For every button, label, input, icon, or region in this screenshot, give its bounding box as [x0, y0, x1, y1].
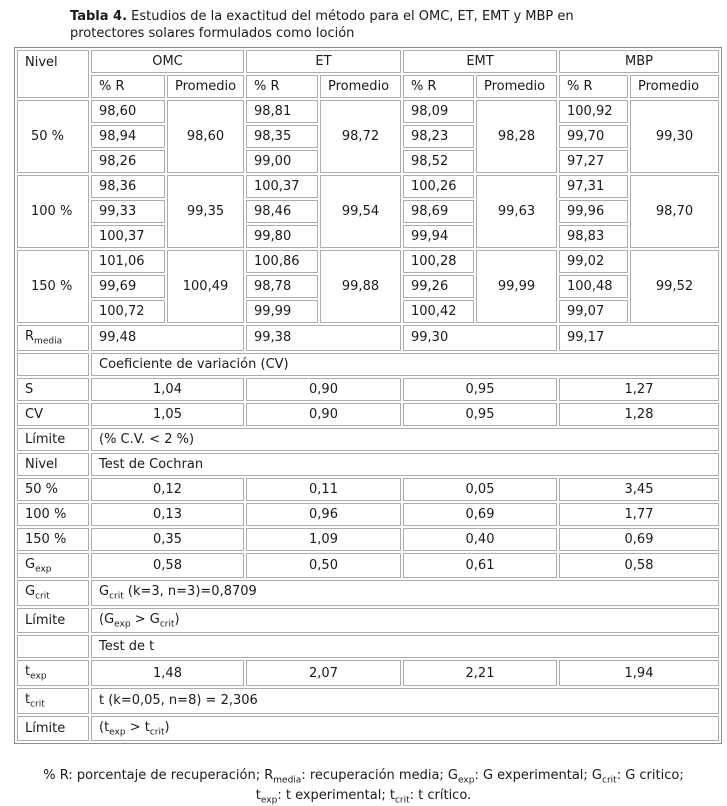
promedio-cell: 99,35 [167, 175, 244, 248]
table-row [17, 378, 719, 401]
cv-value-cell: 1,28 [559, 403, 719, 426]
recovery-value-cell: 99,99 [246, 300, 318, 323]
col-header-promedio: Promedio [320, 75, 401, 98]
texp-label: $t_{exp}$ [17, 660, 89, 686]
gcrit-label: $G_{crit}$ [17, 580, 89, 606]
table-caption [70, 8, 727, 42]
col-header-r: % R [403, 75, 474, 98]
ttest-limite-cell: $(t_{exp} > t_{crit})$ [91, 716, 719, 742]
recovery-value-cell: 98,81 [246, 100, 318, 123]
recovery-value-cell: 98,83 [559, 225, 628, 248]
col-header-r: % R [246, 75, 318, 98]
table-row [17, 688, 719, 714]
cv-limite-cell: (% C.V. < 2 %) [91, 428, 719, 451]
rmedia-value-cell: 99,48 [91, 325, 244, 351]
table-row [17, 716, 719, 742]
col-header-r: % R [559, 75, 628, 98]
promedio-cell: 98,72 [320, 100, 401, 173]
recovery-value-cell: 98,35 [246, 125, 318, 148]
limite-label: Límite [17, 608, 89, 634]
recovery-value-cell: 99,33 [91, 200, 165, 223]
recovery-value-cell: 100,92 [559, 100, 628, 123]
recovery-value-cell: 98,52 [403, 150, 474, 173]
cochran-value-cell: 0,05 [403, 478, 557, 501]
texp-value-cell: 2,21 [403, 660, 557, 686]
cochran-value-cell: 1,77 [559, 503, 719, 526]
table-row [17, 75, 719, 98]
level-label: 150 % [17, 250, 89, 323]
cv-label: CV [17, 403, 89, 426]
table-footnote [0, 766, 727, 806]
texp-value-cell: 1,94 [559, 660, 719, 686]
recovery-value-cell: 100,48 [559, 275, 628, 298]
gcrit-formula-cell: $G_{crit}$ (k=3, n=3)=0,8709 [91, 580, 719, 606]
cochran-limite-cell: $(G_{exp} > G_{crit})$ [91, 608, 719, 634]
tcrit-formula-cell: t (k=0,05, n=8) = 2,306 [91, 688, 719, 714]
group-header-emt: EMT [403, 50, 557, 73]
recovery-value-cell: 100,37 [91, 225, 165, 248]
recovery-value-cell: 98,78 [246, 275, 318, 298]
group-header-omc: OMC [91, 50, 244, 73]
empty-cell [17, 635, 89, 658]
cv-section-header: Coeficiente de variación (CV) [91, 353, 719, 376]
cochran-value-cell: 0,69 [559, 528, 719, 551]
s-value-cell: 0,90 [246, 378, 401, 401]
promedio-cell: 98,60 [167, 100, 244, 173]
s-value-cell: 1,27 [559, 378, 719, 401]
recovery-value-cell: 99,70 [559, 125, 628, 148]
col-header-r: % R [91, 75, 165, 98]
table-row [17, 503, 719, 526]
recovery-value-cell: 99,26 [403, 275, 474, 298]
cv-value-cell: 0,90 [246, 403, 401, 426]
table-row [17, 553, 719, 579]
recovery-value-cell: 98,94 [91, 125, 165, 148]
table-row [17, 635, 719, 658]
nivel-header-cell: Nivel [17, 50, 89, 98]
table-row [17, 478, 719, 501]
rmedia-value-cell: 99,38 [246, 325, 401, 351]
recovery-value-cell: 98,26 [91, 150, 165, 173]
col-header-promedio: Promedio [167, 75, 244, 98]
cochran-value-cell: 0,13 [91, 503, 244, 526]
recovery-value-cell: 98,60 [91, 100, 165, 123]
table-row [17, 175, 719, 198]
col-header-promedio: Promedio [476, 75, 557, 98]
table-row [17, 403, 719, 426]
recovery-value-cell: 99,02 [559, 250, 628, 273]
recovery-value-cell: 100,42 [403, 300, 474, 323]
s-value-cell: 0,95 [403, 378, 557, 401]
level-label: 100 % [17, 175, 89, 248]
limite-label: Límite [17, 428, 89, 451]
gexp-value-cell: 0,58 [559, 553, 719, 579]
recovery-value-cell: 99,07 [559, 300, 628, 323]
s-value-cell: 1,04 [91, 378, 244, 401]
table-row [17, 580, 719, 606]
recovery-value-cell: 97,27 [559, 150, 628, 173]
promedio-cell: 99,99 [476, 250, 557, 323]
table-row [17, 100, 719, 123]
table-row [17, 50, 719, 73]
table-row [17, 353, 719, 376]
caption-line2: protectores solares formulados como loción [70, 26, 355, 41]
tcrit-label: $t_{crit}$ [17, 688, 89, 714]
recovery-value-cell: 99,00 [246, 150, 318, 173]
recovery-value-cell: 100,26 [403, 175, 474, 198]
col-header-promedio: Promedio [630, 75, 719, 98]
cochran-value-cell: 1,09 [246, 528, 401, 551]
gexp-value-cell: 0,61 [403, 553, 557, 579]
rmedia-label: $R_{media}$ [17, 325, 89, 351]
cochran-level-label: 150 % [17, 528, 89, 551]
recovery-value-cell: 99,94 [403, 225, 474, 248]
group-header-et: ET [246, 50, 401, 73]
cv-value-cell: 0,95 [403, 403, 557, 426]
recovery-value-cell: 100,37 [246, 175, 318, 198]
promedio-cell: 100,49 [167, 250, 244, 323]
footnote-line2: $t_{exp}$: t experimental; $t_{crit}$: t crítico. [255, 788, 472, 806]
table-row [17, 453, 719, 476]
recovery-value-cell: 98,46 [246, 200, 318, 223]
texp-value-cell: 1,48 [91, 660, 244, 686]
promedio-cell: 99,52 [630, 250, 719, 323]
s-label: S [17, 378, 89, 401]
recovery-value-cell: 98,36 [91, 175, 165, 198]
promedio-cell: 99,88 [320, 250, 401, 323]
cochran-value-cell: 0,11 [246, 478, 401, 501]
table-row [17, 660, 719, 686]
recovery-value-cell: 101,06 [91, 250, 165, 273]
recovery-value-cell: 100,28 [403, 250, 474, 273]
cochran-value-cell: 0,35 [91, 528, 244, 551]
promedio-cell: 99,30 [630, 100, 719, 173]
ttest-section-header: Test de t [91, 635, 719, 658]
table-row [17, 250, 719, 273]
footnote-line1: % R: porcentaje de recuperación; $R_{media}$: recuperación media; $G_{exp}$: G experimental; $G_{crit}$: G critico; [43, 768, 684, 786]
level-label: 50 % [17, 100, 89, 173]
cochran-value-cell: 0,40 [403, 528, 557, 551]
promedio-cell: 99,54 [320, 175, 401, 248]
recovery-value-cell: 97,31 [559, 175, 628, 198]
cochran-nivel-label: Nivel [17, 453, 89, 476]
cochran-level-label: 50 % [17, 478, 89, 501]
recovery-value-cell: 100,72 [91, 300, 165, 323]
table-row [17, 528, 719, 551]
cochran-value-cell: 0,96 [246, 503, 401, 526]
limite-label: Límite [17, 716, 89, 742]
cochran-section-header: Test de Cochran [91, 453, 719, 476]
gexp-value-cell: 0,50 [246, 553, 401, 579]
caption-number: Tabla 4. [70, 9, 128, 24]
results-table [14, 47, 722, 744]
promedio-cell: 98,28 [476, 100, 557, 173]
group-header-mbp: MBP [559, 50, 719, 73]
gexp-value-cell: 0,58 [91, 553, 244, 579]
recovery-value-cell: 99,69 [91, 275, 165, 298]
rmedia-value-cell: 99,30 [403, 325, 557, 351]
recovery-value-cell: 99,80 [246, 225, 318, 248]
recovery-value-cell: 98,23 [403, 125, 474, 148]
promedio-cell: 98,70 [630, 175, 719, 248]
recovery-value-cell: 98,69 [403, 200, 474, 223]
texp-value-cell: 2,07 [246, 660, 401, 686]
promedio-cell: 99,63 [476, 175, 557, 248]
cv-value-cell: 1,05 [91, 403, 244, 426]
caption-line1: Estudios de la exactitud del método para el OMC, ET, EMT y MBP en [127, 9, 574, 24]
recovery-value-cell: 100,86 [246, 250, 318, 273]
cochran-value-cell: 3,45 [559, 478, 719, 501]
table-row [17, 325, 719, 351]
table-row [17, 428, 719, 451]
recovery-value-cell: 99,96 [559, 200, 628, 223]
recovery-value-cell: 98,09 [403, 100, 474, 123]
page [0, 8, 727, 806]
table-row [17, 608, 719, 634]
gexp-label: $G_{exp}$ [17, 553, 89, 579]
cochran-value-cell: 0,69 [403, 503, 557, 526]
cochran-value-cell: 0,12 [91, 478, 244, 501]
rmedia-value-cell: 99,17 [559, 325, 719, 351]
empty-cell [17, 353, 89, 376]
cochran-level-label: 100 % [17, 503, 89, 526]
